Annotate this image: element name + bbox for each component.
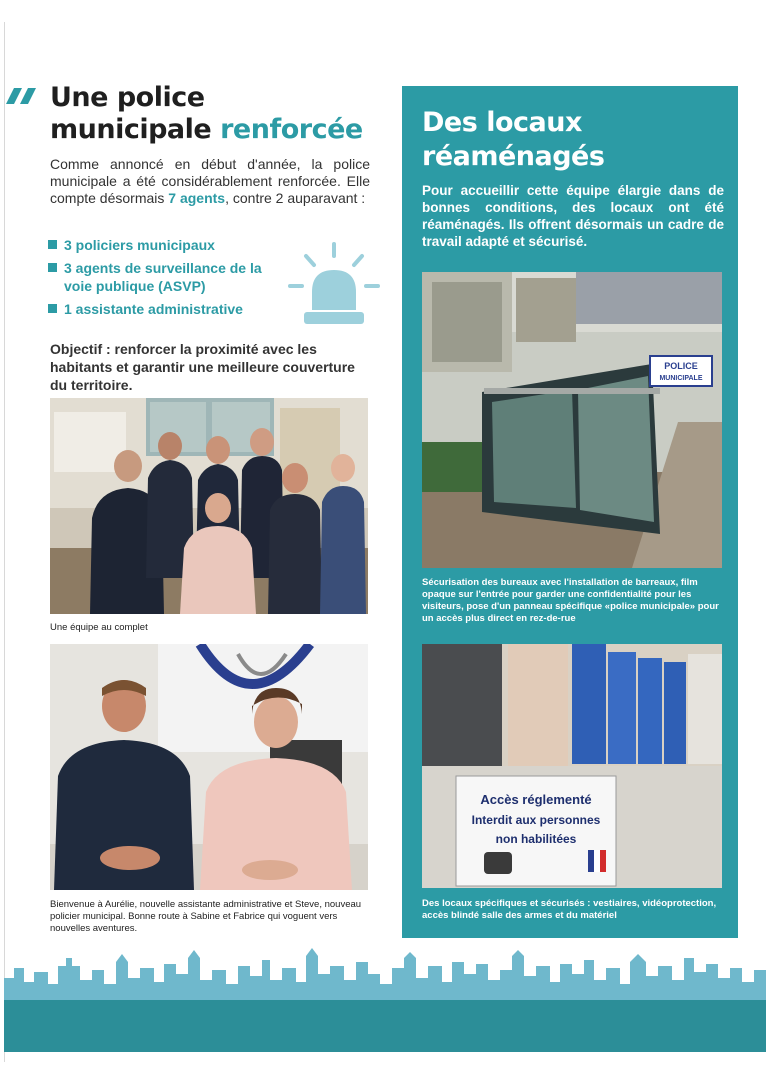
intro-text-start: Comme annoncé en début d'année, la police municipale a été considérablement renforcée. Elle compte désormais bbox=[50, 156, 370, 206]
left-intro-paragraph bbox=[50, 156, 370, 207]
building-photo bbox=[422, 272, 722, 568]
double-slash-mark-icon bbox=[6, 88, 42, 104]
team-photo-caption: Une équipe au complet bbox=[50, 622, 148, 633]
siren-icon bbox=[286, 240, 382, 332]
left-title-line1: Une police bbox=[50, 82, 205, 113]
police-sign-line1: POLICE bbox=[664, 361, 698, 371]
building-photo-caption: Sécurisation des bureaux avec l'installation de barreaux, film opaque sur l'entrée pour garder une confidentialité pour les visiteurs, pose d'un panneau spécifique «police municipale» pour un accès plus direct en rez-de-rue bbox=[422, 577, 719, 624]
list-item-label: 3 agents de surveillance de la voie publique (ASVP) bbox=[64, 260, 262, 294]
right-panel bbox=[402, 86, 738, 938]
list-item bbox=[48, 259, 288, 295]
duo-photo-caption: Bienvenue à Aurélie, nouvelle assistante administrative et Steve, nouveau policier municipal. Bonne route à Sabine et Fabrice qui voguent vers nouvelles aventures. bbox=[50, 899, 362, 934]
staff-list bbox=[48, 236, 288, 323]
left-title-line2: municipale bbox=[50, 114, 221, 145]
right-panel-text: Pour accueillir cette équipe élargie dans de bonnes conditions, des locaux ont été réaménagés. Ils offrent désormais un cadre de travail adapté et sécurisé. bbox=[422, 183, 724, 249]
left-title-accent: renforcée bbox=[220, 114, 363, 145]
police-sign-line2: MUNICIPALE bbox=[659, 375, 703, 382]
list-item-label: 1 assistante administrative bbox=[64, 301, 243, 317]
list-item bbox=[48, 236, 288, 254]
bullet-square-icon bbox=[48, 263, 57, 272]
locker-photo-caption: Des locaux spécifiques et sécurisés : vestiaires, vidéoprotection, accès blindé salle des armes et du matériel bbox=[422, 898, 717, 921]
list-item bbox=[48, 300, 288, 318]
notice-line2: Interdit aux personnes bbox=[471, 813, 601, 827]
duo-photo bbox=[50, 644, 368, 890]
page-edge bbox=[4, 22, 5, 1062]
locker-photo bbox=[422, 644, 722, 888]
right-panel-title bbox=[422, 106, 722, 174]
notice-line3: non habilitées bbox=[495, 832, 577, 846]
right-title-line2: réaménagés bbox=[422, 141, 605, 172]
notice-line1: Accès réglementé bbox=[480, 792, 592, 807]
bullet-square-icon bbox=[48, 240, 57, 249]
intro-text-end: , contre 2 auparavant : bbox=[225, 190, 366, 206]
list-item-label: 3 policiers municipaux bbox=[64, 237, 215, 253]
team-photo bbox=[50, 398, 368, 614]
left-article-title bbox=[50, 82, 390, 146]
bullet-square-icon bbox=[48, 304, 57, 313]
footer-band bbox=[4, 1000, 766, 1052]
objective-text: Objectif : renforcer la proximité avec les habitants et garantir une meilleure couverture du territoire. bbox=[50, 341, 355, 393]
intro-agent-count: 7 agents bbox=[168, 190, 226, 206]
right-title-line1: Des locaux bbox=[422, 107, 582, 138]
city-skyline-illustration bbox=[4, 944, 766, 1004]
